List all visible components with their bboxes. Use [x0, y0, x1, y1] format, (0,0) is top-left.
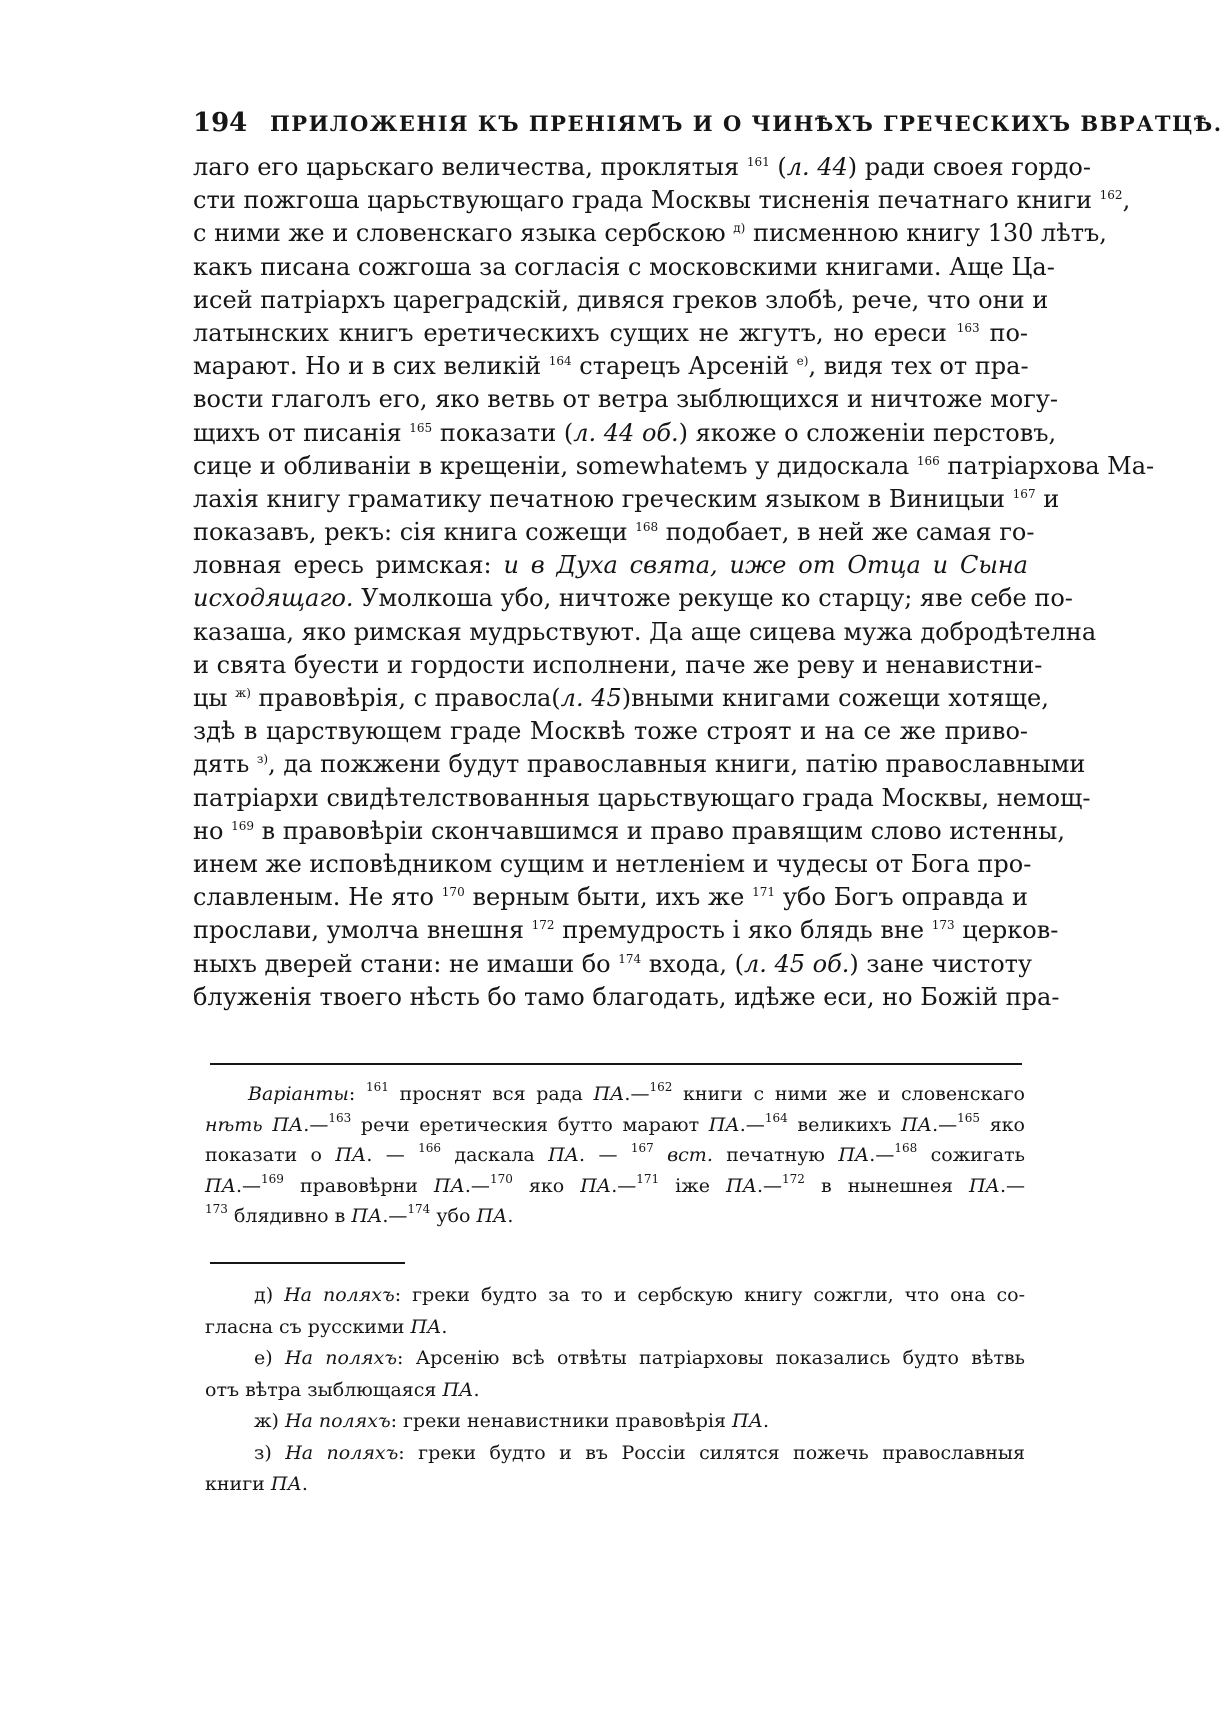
text-line: сти пожгоша царьствующаго града Москвы тисненія печатнаго книги $^{162}$, — [193, 186, 1131, 215]
text-line: дять $^{з)}$, да пожжени будут православныя книги, патію православными — [193, 750, 1086, 779]
text-line: но $^{169}$ в правовѣріи скончавшимся и право правящим слово истенны, — [193, 816, 1065, 845]
variant-line: ПА.—$^{169}$ правовѣрни ПА.—$^{170}$ яко ПА.—$^{171}$ іже ПА.—$^{172}$ в нынешнея ПА.— — [205, 1171, 1025, 1197]
text-line: блуженія твоего нѣсть бо тамо благодать, идѣже еси, но Божій пра- — [193, 982, 1060, 1011]
footnote-line: книги ПА. — [205, 1473, 308, 1495]
text-line: патріархи свидѣтелствованныя царьствующаго града Москвы, немощ- — [193, 783, 1091, 812]
variant-line: $^{173}$ блядивно в ПА.—$^{174}$ убо ПА. — [205, 1202, 514, 1227]
main-text — [193, 151, 1155, 1014]
running-title: ПРИЛОЖЕНІЯ КЪ ПРЕНІЯМЪ И О ЧИНѢХЪ ГРЕЧЕСКИХЪ ВВРАТЦѢ. — [269, 111, 1223, 136]
text-line: марают. Но и в сих великій $^{164}$ старецъ Арсеній $^{е)}$, видя тех от пра- — [193, 352, 1029, 381]
text-line: исходящаго. Умолкоша убо, ничтоже рекуще ко старцу; яве себе по- — [193, 584, 1073, 613]
footnotes — [205, 1280, 1025, 1501]
variant-line: нѣть ПА.—$^{163}$ речи еретическия бутто марают ПА.—$^{164}$ великихъ ПА.—$^{165}$ яко — [205, 1110, 1025, 1136]
footnote-line: д) На поляхъ: греки будто за то и сербскую книгу сожгли, что она со- — [254, 1284, 1026, 1306]
text-line: ныхъ дверей стани: не имаши бо $^{174}$ входа, (л. 45 об.) зане чистоту — [193, 949, 1033, 978]
text-line: казаша, яко римская мудрьствуют. Да аще сицева мужа добродѣтелна — [193, 617, 1097, 646]
footnote-line: е) На поляхъ: Арсенію всѣ отвѣты патріарховы показались будто вѣтвь — [254, 1347, 1025, 1369]
text-line: лахія книгу граматику печатною греческим языком в Виницыи $^{167}$ и — [193, 484, 1060, 513]
text-line: латынских книгъ еретическихъ сущих не жгутъ, но ереси $^{163}$ по- — [193, 318, 1028, 347]
footnote-line: з) На поляхъ: греки будто и въ Россіи силятся пожечь православныя — [254, 1441, 1026, 1464]
text-line: лаго его царьскаго величества, проклятыя $^{161}$ (л. 44) ради своея гордо- — [193, 153, 1091, 181]
footnote-line: отъ вѣтра зыблющаяся ПА. — [205, 1378, 480, 1401]
running-header — [193, 108, 1223, 138]
text-line: прослави, умолча внешня $^{172}$ премудрость і яко блядь вне $^{173}$ церков- — [193, 916, 1059, 945]
footnote-line: ж) На поляхъ: греки ненавистники правовѣрія ПА. — [254, 1410, 770, 1432]
text-line: с ними же и словенскаго языка сербскою $^{д)}$ писменною книгу 130 лѣтъ, — [193, 219, 1107, 248]
footnote-divider — [210, 1262, 405, 1264]
page-number: 194 — [193, 108, 248, 138]
text-line: славленым. Не ято $^{170}$ верным быти, ихъ же $^{171}$ убо Богъ оправда и — [193, 883, 1028, 912]
variant-readings — [205, 1079, 1025, 1232]
text-line: здѣ в царствующем граде Москвѣ тоже строят и на се же приво- — [193, 717, 1028, 746]
footnote-line: гласна съ русскими ПА. — [205, 1315, 448, 1338]
text-line: исей патріархъ цареградскій, дивяся греков злобѣ, рече, что они и — [193, 285, 1049, 314]
text-line: и свята буести и гордости исполнени, паче же реву и ненавистни- — [193, 650, 1043, 679]
text-line: щихъ от писанія $^{165}$ показати (л. 44 об.) якоже о сложеніи перстовъ, — [193, 418, 1057, 447]
variant-line: показати о ПА. — $^{166}$ даскала ПА. — $^{167}$ вст. печатную ПА.—$^{168}$ сожигать — [205, 1141, 1025, 1166]
text-line: сице и обливаніи в крещеніи, somewhatемъ у дидоскала $^{166}$ патріархова Ма- — [193, 451, 1155, 480]
text-line: инем же исповѣдником сущим и нетленіем и чудесы от Бога про- — [193, 849, 1032, 878]
text-line: показавъ, рекъ: сія книга сожещи $^{168}$ подобает, в ней же самая го- — [193, 518, 1035, 547]
text-line: цы $^{ж)}$ правовѣрія, с правосла(л. 45)вными книгами сожещи хотяще, — [193, 684, 1049, 712]
text-line: какъ писана сожгоша за согласія с московскими книгами. Аще Ца- — [193, 252, 1055, 281]
text-line: вости глаголъ его, яко ветвь от ветра зыблющихся и ничтоже могу- — [193, 385, 1059, 414]
text-line: ловная ересь римская: и в Духа свята, иже от Отца и Сына — [193, 551, 1028, 580]
variant-line: Варіанты: $^{161}$ проснят вся рада ПА.—$^{162}$ книги с ними же и словенскаго — [248, 1080, 1025, 1105]
section-divider — [210, 1063, 1022, 1065]
